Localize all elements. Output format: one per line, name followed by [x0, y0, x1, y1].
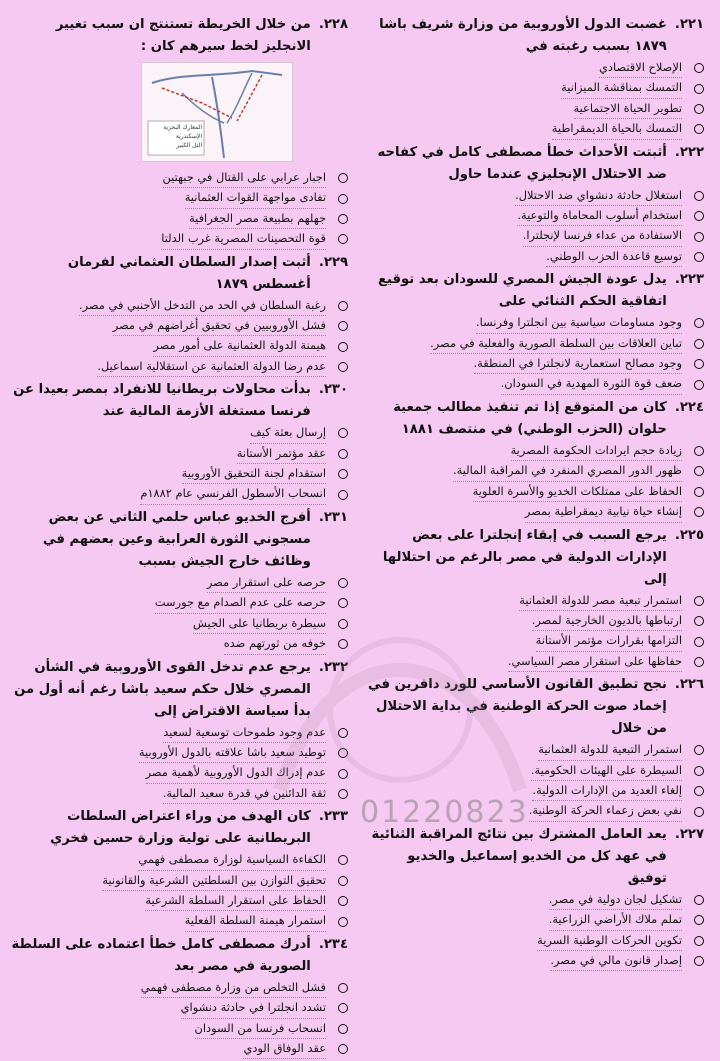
radio-circle-icon[interactable] [694, 339, 704, 349]
answer-option[interactable] [364, 591, 704, 611]
radio-circle-icon[interactable] [694, 936, 704, 946]
question-text: أثبتت الأحداث خطأ مصطفى كامل في كفاحه ضد الاحتلال الإنجليزي عندما حاول [377, 144, 667, 182]
radio-circle-icon[interactable] [338, 1044, 348, 1054]
answer-option[interactable] [8, 464, 348, 484]
radio-circle-icon[interactable] [338, 789, 348, 799]
question-number: ٢٢٩. [318, 254, 348, 270]
answer-option-text: حرصه على عدم الصدام مع جورست [155, 593, 326, 613]
radio-circle-icon[interactable] [694, 657, 704, 667]
answer-option[interactable] [8, 484, 348, 504]
answer-option-text: توطيد سعيد باشا علاقته بالدول الأوروبية [139, 743, 326, 763]
question-text: يعد العامل المشترك بين نتائج المراقبة الثنائية في عهد كل من الخديو إسماعيل والخديو توفيق [371, 826, 667, 886]
answer-option[interactable] [8, 743, 348, 763]
question-header [8, 507, 348, 573]
question-number: ٢٣٤. [318, 936, 348, 952]
answer-option-text: جهلهم بطبيعة مصر الجغرافية [189, 209, 326, 229]
answer-option-text: التمسك بالحياة الديمقراطية [552, 119, 682, 139]
answer-option[interactable] [8, 1039, 348, 1059]
answer-option-text: استمرار تبعية مصر للدولة العثمانية [519, 591, 682, 611]
radio-circle-icon[interactable] [338, 428, 348, 438]
radio-circle-icon[interactable] [338, 619, 348, 629]
question-number: ٢٢٥. [674, 527, 704, 543]
answer-option[interactable] [364, 313, 704, 333]
answer-option[interactable] [364, 740, 704, 760]
answer-option-text: السيطرة على الهيئات الحكومية. [531, 761, 682, 781]
watermark-number: 01220823 [360, 795, 529, 830]
answer-option[interactable] [364, 652, 704, 672]
question-block [364, 824, 704, 972]
question-number: ٢٢٧. [674, 826, 704, 842]
radio-circle-icon[interactable] [338, 896, 348, 906]
radio-circle-icon[interactable] [694, 191, 704, 201]
answer-option-text: عقد مؤتمر الأستانة [237, 444, 326, 464]
radio-circle-icon[interactable] [694, 895, 704, 905]
answer-option[interactable] [364, 482, 704, 502]
radio-circle-icon[interactable] [338, 490, 348, 500]
answer-option[interactable] [8, 168, 348, 188]
question-header [364, 674, 704, 740]
answer-option-text: ضعف قوة الثورة المهدية في السودان. [501, 374, 682, 394]
answer-option[interactable] [364, 186, 704, 206]
answer-option-text: التزامها بقرارات مؤتمر الأستانة [536, 631, 682, 651]
options-list [8, 850, 348, 932]
answer-option[interactable] [8, 763, 348, 783]
answer-option[interactable] [8, 229, 348, 249]
answer-option[interactable] [364, 206, 704, 226]
radio-circle-icon[interactable] [338, 321, 348, 331]
map-legend-item: التل الكبير [176, 142, 202, 149]
radio-circle-icon[interactable] [694, 63, 704, 73]
question-block [364, 14, 704, 140]
map-legend [150, 123, 202, 150]
radio-circle-icon[interactable] [694, 359, 704, 369]
answer-option-text: حفاظها على استقرار مصر السياسي. [508, 652, 682, 672]
radio-circle-icon[interactable] [338, 728, 348, 738]
radio-circle-icon[interactable] [694, 956, 704, 966]
answer-option[interactable] [364, 910, 704, 930]
radio-circle-icon[interactable] [694, 211, 704, 221]
question-number: ٢٢٣. [674, 272, 704, 288]
options-list [364, 441, 704, 523]
question-number: ٢٢١. [674, 17, 704, 32]
options-list [8, 296, 348, 378]
question-header [364, 824, 704, 890]
answer-option-text: رغبة السلطان في الحد من التدخل الأجنبي في مصر. [79, 296, 326, 316]
question-header [8, 657, 348, 723]
question-header [364, 14, 704, 58]
radio-circle-icon[interactable] [338, 1003, 348, 1013]
radio-circle-icon[interactable] [694, 745, 704, 755]
radio-circle-icon[interactable] [694, 637, 704, 647]
answer-option[interactable] [8, 978, 348, 998]
left-column [8, 14, 348, 1061]
radio-circle-icon[interactable] [338, 469, 348, 479]
question-block [8, 14, 348, 250]
radio-circle-icon[interactable] [694, 232, 704, 242]
answer-option[interactable] [364, 951, 704, 971]
answer-option-text: التمسك بمناقشة الميزانية [561, 78, 682, 98]
options-list [8, 723, 348, 805]
answer-option[interactable] [8, 296, 348, 316]
answer-option[interactable] [364, 761, 704, 781]
answer-option[interactable] [364, 631, 704, 651]
answer-option-text: الحفاظ على استقرار السلطة الشرعية [145, 891, 326, 911]
radio-circle-icon[interactable] [694, 318, 704, 328]
radio-circle-icon[interactable] [694, 487, 704, 497]
answer-option-text: تكوين الحركات الوطنية السرية [537, 931, 682, 951]
battle-map-image [141, 62, 293, 162]
question-number: ٢٢٦. [674, 677, 704, 693]
question-number: ٢٣١. [318, 509, 348, 525]
answer-option-text: استمرار هيمنة السلطة الفعلية [185, 911, 326, 931]
answer-option-text: زيادة حجم ايرادات الحكومة المصرية [511, 441, 682, 461]
radio-circle-icon[interactable] [694, 596, 704, 606]
question-block [8, 252, 348, 378]
radio-circle-icon[interactable] [338, 855, 348, 865]
question-header [8, 14, 348, 58]
radio-circle-icon[interactable] [694, 446, 704, 456]
radio-circle-icon[interactable] [338, 342, 348, 352]
answer-option-text: نفي بعض زعماء الحركة الوطنية. [529, 801, 682, 821]
question-number: ٢٢٢. [674, 144, 704, 160]
radio-circle-icon[interactable] [338, 194, 348, 204]
answer-option-text: تطوير الحياة الاجتماعية [574, 99, 683, 119]
question-number: ٢٢٤. [674, 399, 704, 415]
radio-circle-icon[interactable] [338, 214, 348, 224]
radio-circle-icon[interactable] [338, 983, 348, 993]
answer-option-text: الإصلاح الاقتصادي [599, 58, 682, 78]
answer-option-text: تشكيل لجان دولية في مصر. [549, 890, 682, 910]
question-block [364, 269, 704, 395]
options-list [364, 890, 704, 972]
answer-option-text: الكفاءة السياسية لوزارة مصطفى فهمي [138, 850, 326, 870]
question-block [8, 934, 348, 1060]
answer-option-text: حرصه على استقرار مصر [207, 573, 326, 593]
answer-option[interactable] [8, 336, 348, 356]
question-block [364, 525, 704, 673]
answer-option[interactable] [364, 461, 704, 481]
answer-option-text: تحقيق التوازن بين السلطتين الشرعية والقانونية [102, 871, 326, 891]
question-header [364, 525, 704, 591]
question-header [8, 379, 348, 423]
answer-option-text: تباين العلاقات بين السلطة الصورية والفعلية في مصر. [430, 334, 682, 354]
answer-option-text: تفادى مواجهة القوات العثمانية [185, 188, 326, 208]
radio-circle-icon[interactable] [338, 449, 348, 459]
answer-option[interactable] [8, 444, 348, 464]
question-block [8, 657, 348, 805]
question-text: يرجع السبب في إبقاء إنجلترا على بعض الإدارات الدولية في مصر بالرغم من احتلالها إلى [382, 527, 667, 587]
answer-option[interactable] [364, 247, 704, 267]
answer-option[interactable] [364, 374, 704, 394]
answer-option[interactable] [8, 891, 348, 911]
answer-option-text: ظهور الدور المصري المنفرد في المراقبة المالية. [453, 461, 682, 481]
question-text: بدأت محاولات بريطانيا للانفراد بمصر بعيدا عن فرنسا مستغلة الأزمة المالية عند [13, 382, 311, 420]
answer-option-text: اجبار عرابي على القتال في جبهتين [163, 168, 327, 188]
radio-circle-icon[interactable] [694, 84, 704, 94]
answer-option-text: عدم رضا الدولة العثمانية عن استقلالية اسماعيل. [97, 357, 326, 377]
radio-circle-icon[interactable] [694, 507, 704, 517]
radio-circle-icon[interactable] [694, 766, 704, 776]
radio-circle-icon[interactable] [694, 252, 704, 262]
answer-option-text: تملم ملاك الأراضي الزراعية. [549, 910, 682, 930]
answer-option-text: انسحاب فرنسا من السودان [195, 1019, 327, 1039]
question-text: من خلال الخريطة تستنتج ان سبب تغيير الانجليز لخط سيرهم كان : [55, 17, 311, 54]
answer-option-text: توسيع قاعدة الحزب الوطني. [546, 247, 682, 267]
radio-circle-icon[interactable] [338, 917, 348, 927]
radio-circle-icon[interactable] [338, 876, 348, 886]
answer-option[interactable] [364, 119, 704, 139]
question-block [364, 142, 704, 268]
radio-circle-icon[interactable] [694, 466, 704, 476]
answer-option[interactable] [8, 871, 348, 891]
radio-circle-icon[interactable] [338, 748, 348, 758]
answer-option[interactable] [364, 354, 704, 374]
answer-option[interactable] [364, 99, 704, 119]
question-header [8, 806, 348, 850]
options-list [364, 591, 704, 673]
answer-option-text: عدم إدراك الدول الأوروبية لأهمية مصر [146, 763, 326, 783]
answer-option[interactable] [364, 58, 704, 78]
question-number: ٢٣٢. [318, 659, 348, 675]
answer-option-text: وجود مصالح استعمارية لانجلترا في المنطقة. [474, 354, 682, 374]
radio-circle-icon[interactable] [338, 598, 348, 608]
question-text: نجح تطبيق القانون الأساسي للورد دافرين في إخماد صوت الحركة الوطنية في بداية الاحتلال من خلال [368, 677, 667, 737]
question-text: كان من المتوقع إذا تم تنفيذ مطالب جمعية حلوان (الحزب الوطني) في منتصف ١٨٨١ [393, 399, 667, 437]
answer-option[interactable] [8, 593, 348, 613]
question-block [8, 379, 348, 505]
answer-option[interactable] [364, 441, 704, 461]
answer-option-text: الاستفادة من عداء فرنسا لإنجلترا. [523, 226, 682, 246]
answer-option[interactable] [8, 723, 348, 743]
answer-option[interactable] [364, 890, 704, 910]
answer-option[interactable] [8, 209, 348, 229]
question-number: ٢٣٣. [318, 809, 348, 825]
question-number: ٢٣٠. [318, 382, 348, 398]
answer-option[interactable] [8, 188, 348, 208]
answer-option[interactable] [364, 226, 704, 246]
question-text: يدل عودة الجيش المصري للسودان بعد توقيع اتفاقية الحكم الثنائي على [378, 272, 667, 310]
radio-circle-icon[interactable] [338, 1024, 348, 1034]
question-text: كان الهدف من وراء اعتراض السلطات البريطانية على تولية وزارة حسين فخري [50, 809, 311, 847]
answer-option-text: وجود مساومات سياسية بين انجلترا وفرنسا. [476, 313, 682, 333]
answer-option[interactable] [8, 634, 348, 654]
answer-option-text: عقد الوفاق الودي [243, 1039, 326, 1059]
answer-option[interactable] [8, 998, 348, 1018]
options-list [8, 423, 348, 505]
answer-option-text: فشل التخلص من وزارة مصطفى فهمي [141, 978, 326, 998]
radio-circle-icon[interactable] [338, 234, 348, 244]
radio-circle-icon[interactable] [694, 616, 704, 626]
answer-option[interactable] [364, 78, 704, 98]
question-text: أدرك مصطفى كامل خطأ اعتماده على السلطة الصورية في مصر بعد [11, 936, 311, 974]
answer-option[interactable] [364, 502, 704, 522]
question-block [8, 507, 348, 655]
answer-option-text: إرسال بعثة كيف [250, 423, 326, 443]
answer-option-text: ثقة الدائنين في قدرة سعيد المالية. [163, 784, 326, 804]
answer-option-text: إنشاء حياة نيابية ديمقراطية بمصر [525, 502, 682, 522]
answer-option[interactable] [364, 611, 704, 631]
radio-circle-icon[interactable] [694, 915, 704, 925]
question-header [364, 397, 704, 441]
answer-option-text: إصدار قانون مالي في مصر. [550, 951, 682, 971]
map-legend-item: الإسكندرية [175, 133, 202, 140]
answer-option[interactable] [8, 911, 348, 931]
radio-circle-icon[interactable] [338, 578, 348, 588]
question-block [8, 806, 348, 932]
answer-option-text: استغلال حادثة دنشواي ضد الاحتلال. [515, 186, 682, 206]
map-legend-item: المعارك البحرية [163, 124, 202, 131]
question-text: أثبت إصدار السلطان العثماني لفرمان أغسطس ١٨٧٩ [67, 254, 311, 292]
radio-circle-icon[interactable] [338, 769, 348, 779]
options-list [8, 168, 348, 250]
question-header [364, 269, 704, 313]
answer-option[interactable] [364, 931, 704, 951]
options-list [364, 313, 704, 395]
radio-circle-icon[interactable] [694, 807, 704, 817]
question-number: ٢٢٨. [318, 17, 348, 32]
answer-option-text: استخدام أسلوب المحاماة والتوعية. [517, 206, 682, 226]
answer-option-text: استمرار التبعية للدولة العثمانية [538, 740, 682, 760]
answer-option-text: هيمنة الدولة العثمانية على أمور مصر [153, 336, 326, 356]
answer-option[interactable] [8, 784, 348, 804]
answer-option-text: الحفاظ على ممتلكات الخديو والأسرة العلوية [473, 482, 682, 502]
answer-option-text: انسحاب الأسطول الفرنسي عام ١٨٨٢م [140, 484, 326, 504]
radio-circle-icon[interactable] [338, 173, 348, 183]
options-list [364, 58, 704, 140]
question-block [364, 397, 704, 523]
answer-option[interactable] [8, 614, 348, 634]
question-header [8, 252, 348, 296]
options-list [8, 573, 348, 655]
answer-option[interactable] [8, 357, 348, 377]
answer-option[interactable] [8, 1019, 348, 1039]
answer-option[interactable] [8, 573, 348, 593]
answer-option-text: إلغاء العديد من الإدارات الدولية. [532, 781, 682, 801]
options-list [364, 186, 704, 268]
radio-circle-icon[interactable] [338, 301, 348, 311]
answer-option[interactable] [8, 423, 348, 443]
radio-circle-icon[interactable] [694, 786, 704, 796]
answer-option-text: عدم وجود طموحات توسعية لسعيد [163, 723, 326, 743]
options-list [8, 978, 348, 1060]
answer-option[interactable] [8, 850, 348, 870]
answer-option-text: قوة التحصينات المصرية غرب الدلتا [161, 229, 326, 249]
question-text: أفرج الخديو عباس حلمي الثاني عن بعض مسجوني الثورة العرابية وعين بعضهم في وظائف خارج الجيش بسبب [42, 509, 311, 569]
question-text: غضبت الدول الأوروبية من وزارة شريف باشا ١٨٧٩ بسبب رغبته في [379, 17, 667, 54]
answer-option[interactable] [8, 316, 348, 336]
question-text: يرجع عدم تدخل القوى الأوروبية في الشأن المصري خلال حكم سعيد باشا رغم أنه أول من بدأ سياسة الاقتراض إلى [14, 659, 311, 719]
answer-option-text: سيطرة بريطانيا على الجيش [193, 614, 326, 634]
answer-option-text: ارتباطها بالديون الخارجية لمصر. [532, 611, 682, 631]
radio-circle-icon[interactable] [694, 124, 704, 134]
radio-circle-icon[interactable] [694, 380, 704, 390]
radio-circle-icon[interactable] [338, 639, 348, 649]
answer-option[interactable] [364, 334, 704, 354]
answer-option-text: استقدام لجنة التحقيق الأوروبية [182, 464, 326, 484]
answer-option-text: خوفه من ثورتهم ضده [224, 634, 326, 654]
answer-option-text: تشدد انجلترا في حادثة دنشواي [181, 998, 326, 1018]
radio-circle-icon[interactable] [338, 362, 348, 372]
question-header [364, 142, 704, 186]
radio-circle-icon[interactable] [694, 104, 704, 114]
question-header [8, 934, 348, 978]
answer-option-text: فشل الأوروبيين في تحقيق أغراضهم في مصر [113, 316, 326, 336]
